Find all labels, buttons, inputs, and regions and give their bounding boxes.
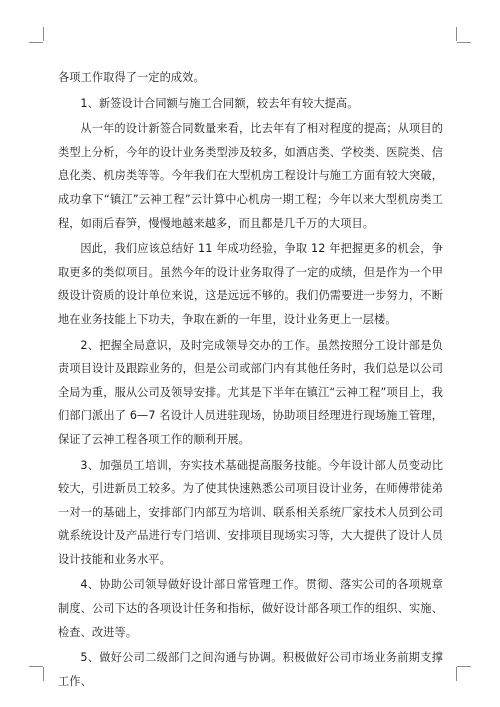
- paragraph-summary-goals: 因此，我们应该总结好 11 年成功经验，争取 12 年把握更多的机会，争取更多的类似项目。虽然今年的设计业务取得了一定的成绩，但是作为一个甲级设计资质的设计单位来说，这是远远不够的。我们仍需要进一步努力，不断地在业务技能上下功夫，争取在新的一年里，设计业务更上一层楼。: [58, 242, 443, 326]
- crop-mark-top-right: [456, 27, 472, 43]
- section-item-5: 5、做好公司二级部门之间沟通与协调。积极做好公司市场业务前期支撑工作、: [58, 651, 443, 688]
- crop-mark-bottom-left: [28, 666, 44, 682]
- document-body: [58, 66, 443, 695]
- paragraph-contract-analysis: 从一年的设计新签合同数量来看，比去年有了相对程度的提高；从项目的类型上分析，今年的设计业务类型涉及较多，如酒店类、学校类、医院类、信息化类、机房类等等。今年我们在大型机房工程设计与施工方面有较大突破，成功拿下“镇江”云神工程”云计算中心机房一期工程；今年以来大型机房类工程，如雨后春笋，慢慢地越来越多，而且都是几千万的大项目。: [58, 122, 443, 230]
- crop-mark-bottom-right: [456, 666, 472, 682]
- section-item-3: 3、加强员工培训，夯实技术基础提高服务技能。今年设计部人员变动比较大，引进新员工较多。为了使其快速熟悉公司项目设计业务，在师傅带徒弟一对一的基础上，安排部门内部互为培训、联系相关系统厂家技术人员到公司就系统设计及产品进行专门培训、安排项目现场实习等，大大提供了设计人员设计技能和业务水平。: [58, 458, 443, 566]
- section-heading-1: 1、新签设计合同额与施工合同额，较去年有较大提高。: [80, 96, 359, 110]
- section-item-4: 4、协助公司领导做好设计部日常管理工作。贯彻、落实公司的各项规章制度、公司下达的各项设计任务和指标，做好设计部各项工作的组织、实施、检查、改进等。: [58, 578, 443, 639]
- crop-mark-top-left: [28, 27, 44, 43]
- section-item-2: 2、把握全局意识，及时完成领导交办的工作。虽然按照分工设计部是负责项目设计及跟踪业务的，但是公司或部门内有其他任务时，我们总是以公司全局为重，服从公司及领导安排。尤其是下半年在镇江“云神工程”项目上，我们部门派出了 6—7 名设计人员进驻现场，协助项目经理进行现场施工管理，保证了云神工程各项工作的顺利开展。: [58, 338, 443, 446]
- paragraph-continuation: 各项工作取得了一定的成效。: [58, 71, 205, 84]
